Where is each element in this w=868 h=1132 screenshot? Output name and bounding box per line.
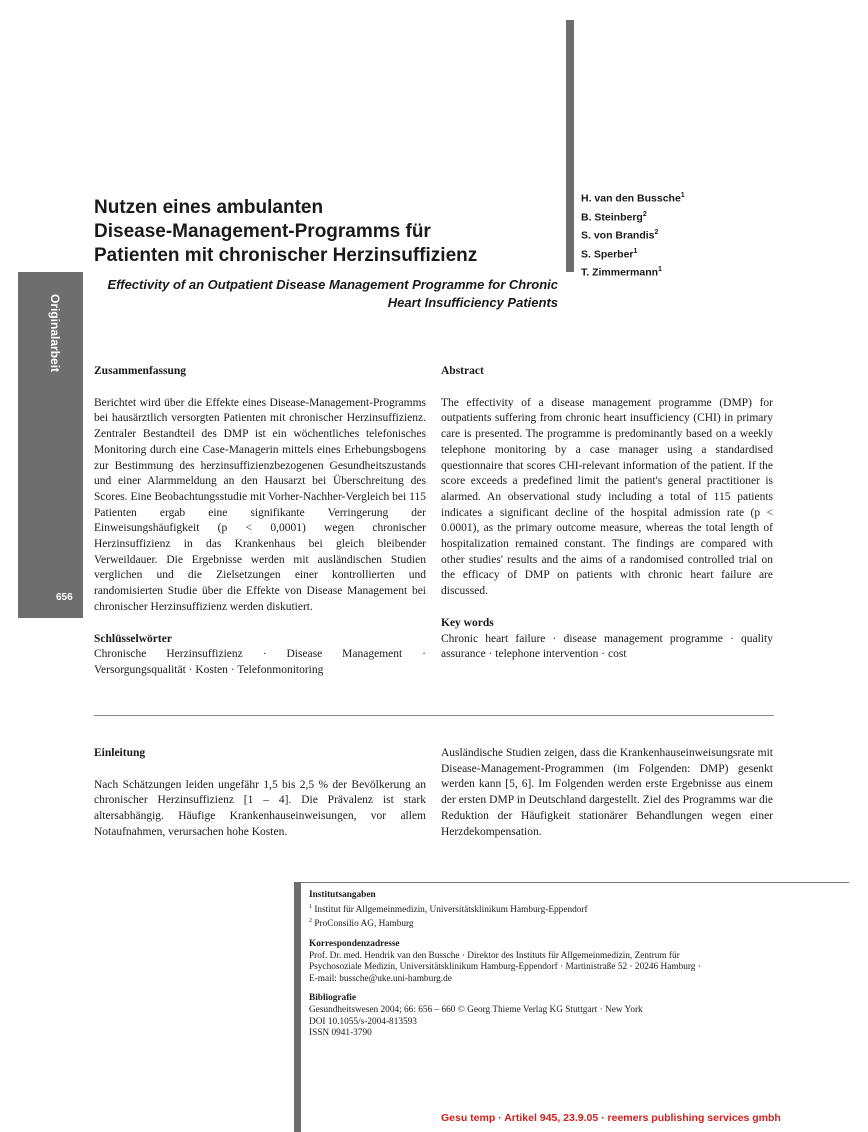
introduction-text-left: Nach Schätzungen leiden ungefähr 1,5 bis 2,5 % der Bevölkerung an chronischer Herzinsuffizienz [1 – 4]. Die Prävalenz ist stark altersabhängig. Häufige Krankenhauseinweisungen, vor allem Notaufnahmen, verursachen hohe Kosten. <box>94 778 426 838</box>
english-title: Effectivity of an Outpatient Disease Management Programme for Chronic Heart Insufficiency Patients <box>107 277 558 310</box>
author-list <box>581 188 685 281</box>
institution: $^2$ ProConsilio AG, Hamburg <box>309 918 414 930</box>
title-line: Patienten mit chronischer Herzinsuffizienz <box>94 245 478 266</box>
info-box <box>309 890 769 1048</box>
section-label: Originalarbeit <box>48 294 62 373</box>
correspondence-block <box>309 939 769 985</box>
bibliography-block <box>309 993 769 1039</box>
summary-text: Berichtet wird über die Effekte eines Disease-Management-Programms bei hausärztlich versorgten Patienten mit chronischer Herzinsuffizienz. Zentraler Bestandteil des DMP ist ein wöchentliches telefonisches Monitoring durch eine Case-Managerin mittels eines Erhebungsbogens zur Bestimmung des herzinsuffizienzbezogenen Gesundheitszustands und einer Alarmmeldung an den Hausarzt bei Überschreitung des Scores. Eine Beobachtungsstudie mit Vorher-Nachher-Vergleich bei 115 Patienten ergab eine signifikante Verringerung der Einweisungshäufigkeit (p < 0,0001) wegen chronischer Herzinsuffizienz in das Krankenhaus bei gleich bleibender Verweildauer. Die Ergebnisse werden mit ausländischen Studien verglichen und die Zielsetzungen einer kontrollierten und randomisierten Studie über die Effekte von Disease Management bei chronischer Herzinsuffizienz werden diskutiert. <box>94 396 426 613</box>
keywords-en: Chronic heart failure · disease management programme · quality assurance · telephone intervention · cost <box>441 632 773 661</box>
info-box-rule <box>301 882 849 883</box>
introduction-left <box>94 746 426 841</box>
keywords-de: Chronische Herzinsuffizienz · Disease Management · Versorgungsqualität · Kosten · Telefonmonitoring <box>94 648 426 676</box>
introduction-right <box>441 746 773 840</box>
author: H. van den Bussche$^1$ <box>581 192 685 205</box>
section-divider <box>94 715 774 716</box>
bibliography-line: Gesundheitswesen 2004; 66: 656 – 660 © Georg Thieme Verlag KG Stuttgart · New York <box>309 1004 643 1015</box>
abstract-text: The effectivity of a disease management programme (DMP) for outpatients suffering from chronic heart insufficiency (CHI) in primary care is presented. The programme is predominantly based on a weekly telephone monitoring by a case manager using a standardised questionnaire that scores CHI-relevant information of the patient. If the score exceeds a predefined limit the patient's general practitioner is alarmed. An observational study including a total of 115 patients indicates a significant decline of the hospital admission rate (p < 0.0001), as the primary outcome measure, whereas the total length of hospitalization remained constant. The findings are compared with other studies' results and the aims of a randomised controlled trial on the efficacy of DMP on patients with chronic heart failure are discussed. <box>441 396 773 598</box>
correspondence-heading: Korrespondenzadresse <box>309 938 400 949</box>
summary-column <box>94 364 426 679</box>
correspondence-line: Psychosoziale Medizin, Universitätsklinikum Hamburg-Eppendorf · Martinistraße 52 · 20246 Hamburg · <box>309 962 701 973</box>
author: B. Steinberg$^2$ <box>581 210 647 223</box>
correspondence-email[interactable]: E-mail: bussche@uke.uni-hamburg.de <box>309 973 452 984</box>
bottom-vertical-bar <box>294 882 301 1132</box>
introduction-heading: Einleitung <box>94 747 146 759</box>
title-line: Nutzen eines ambulanten <box>94 197 324 218</box>
doi-line: DOI 10.1055/s-2004-813593 <box>309 1016 417 1027</box>
issn-line: ISSN 0941-3790 <box>309 1028 372 1039</box>
introduction-text-right: Ausländische Studien zeigen, dass die Krankenhauseinweisungsrate mit Disease-Management-Programmen (im Folgenden: DMP) gesenkt werden kann [5, 6]. Im Folgenden werden erste Ergebnisse aus einem der ersten DMP in Deutschland dargestellt. Ziel des Programms war die Reduktion der Häufigkeit stationärer Behandlungen wegen einer Herzdekompensation. <box>441 747 773 838</box>
institution: $^1$ Institut für Allgemeinmedizin, Universitätsklinikum Hamburg-Eppendorf <box>309 903 588 915</box>
author: S. von Brandis$^2$ <box>581 229 659 242</box>
footer-imprint: Gesu temp · Artikel 945, 23.9.05 · reemers publishing services gmbh <box>441 1112 781 1124</box>
title-line: Disease-Management-Programms für <box>94 221 431 242</box>
page-number: 656 <box>56 592 73 603</box>
abstract-heading: Abstract <box>441 365 484 377</box>
correspondence-line: Prof. Dr. med. Hendrik van den Bussche · Direktor des Instituts für Allgemeinmedizin, Zentrum für <box>309 950 680 961</box>
institutions-heading: Institutsangaben <box>309 890 376 900</box>
side-tab <box>18 272 83 618</box>
author: T. Zimmermann$^1$ <box>581 266 662 279</box>
keywords-heading-en: Key words <box>441 616 494 629</box>
bibliography-heading: Bibliografie <box>309 993 356 1004</box>
keywords-heading-de: Schlüsselwörter <box>94 632 172 645</box>
institutions-block <box>309 890 769 931</box>
abstract-column <box>441 364 773 663</box>
top-vertical-bar <box>566 20 574 272</box>
article-title <box>94 196 564 268</box>
author: S. Sperber$^1$ <box>581 247 638 260</box>
summary-heading: Zusammenfassung <box>94 365 187 377</box>
